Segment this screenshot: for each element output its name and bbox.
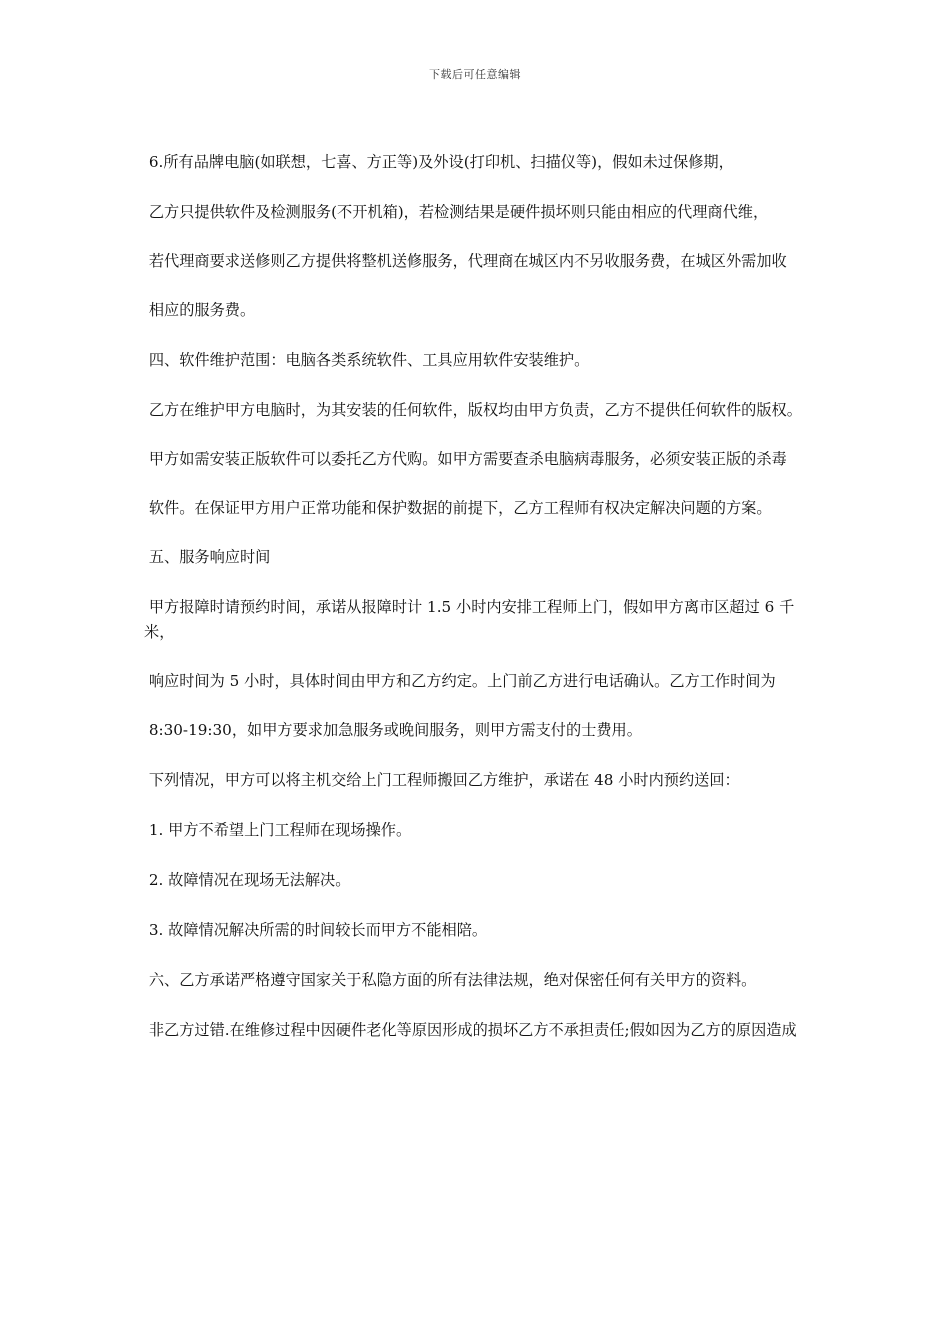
paragraph: 乙方只提供软件及检测服务(不开机箱)，若检测结果是硬件损坏则只能由相应的代理商代维， (144, 203, 769, 221)
paragraph: 若代理商要求送修则乙方提供将整机送修服务，代理商在城区内不另收服务费，在城区外需加收 (144, 252, 787, 270)
paragraph: 下列情况，甲方可以将主机交给上门工程师搬回乙方维护，承诺在 48 小时内预约送回： (144, 771, 740, 789)
paragraph: 非乙方过错.在维修过程中因硬件老化等原因形成的损坏乙方不承担责任;假如因为乙方的原因造成 (144, 1021, 797, 1039)
list-item: 1. 甲方不希望上门工程师在现场操作。 (144, 821, 412, 839)
paragraph: 软件。在保证甲方用户正常功能和保护数据的前提下，乙方工程师有权决定解决问题的方案。 (144, 499, 772, 517)
paragraph: 响应时间为 5 小时，具体时间由甲方和乙方约定。上门前乙方进行电话确认。乙方工作时间为 (144, 672, 776, 690)
paragraph: 甲方报障时请预约时间，承诺从报障时计 1.5 小时内安排工程师上门，假如甲方离市区超过 6 千米， (144, 598, 795, 641)
section-heading: 六、乙方承诺严格遵守国家关于私隐方面的所有法律法规，绝对保密任何有关甲方的资料。 (144, 971, 757, 989)
paragraph: 8:30-19:30，如甲方要求加急服务或晚间服务，则甲方需支付的士费用。 (144, 721, 642, 739)
paragraph: 6.所有品牌电脑(如联想，七喜、方正等)及外设(打印机、扫描仪等)，假如未过保修期， (144, 153, 734, 171)
list-item: 2. 故障情况在现场无法解决。 (144, 871, 351, 889)
paragraph: 相应的服务费。 (144, 301, 256, 319)
page-header: 下载后可任意编辑 (429, 68, 521, 81)
paragraph: 甲方如需安装正版软件可以委托乙方代购。如甲方需要查杀电脑病毒服务，必须安装正版的杀毒 (144, 450, 787, 468)
paragraph: 乙方在维护甲方电脑时，为其安装的任何软件，版权均由甲方负责，乙方不提供任何软件的版权。 (144, 401, 802, 419)
list-item: 3. 故障情况解决所需的时间较长而甲方不能相陪。 (144, 921, 488, 939)
section-heading: 五、服务响应时间 (144, 548, 271, 566)
section-heading: 四、软件维护范围：电脑各类系统软件、工具应用软件安装维护。 (144, 351, 590, 369)
document-body (144, 150, 814, 1067)
